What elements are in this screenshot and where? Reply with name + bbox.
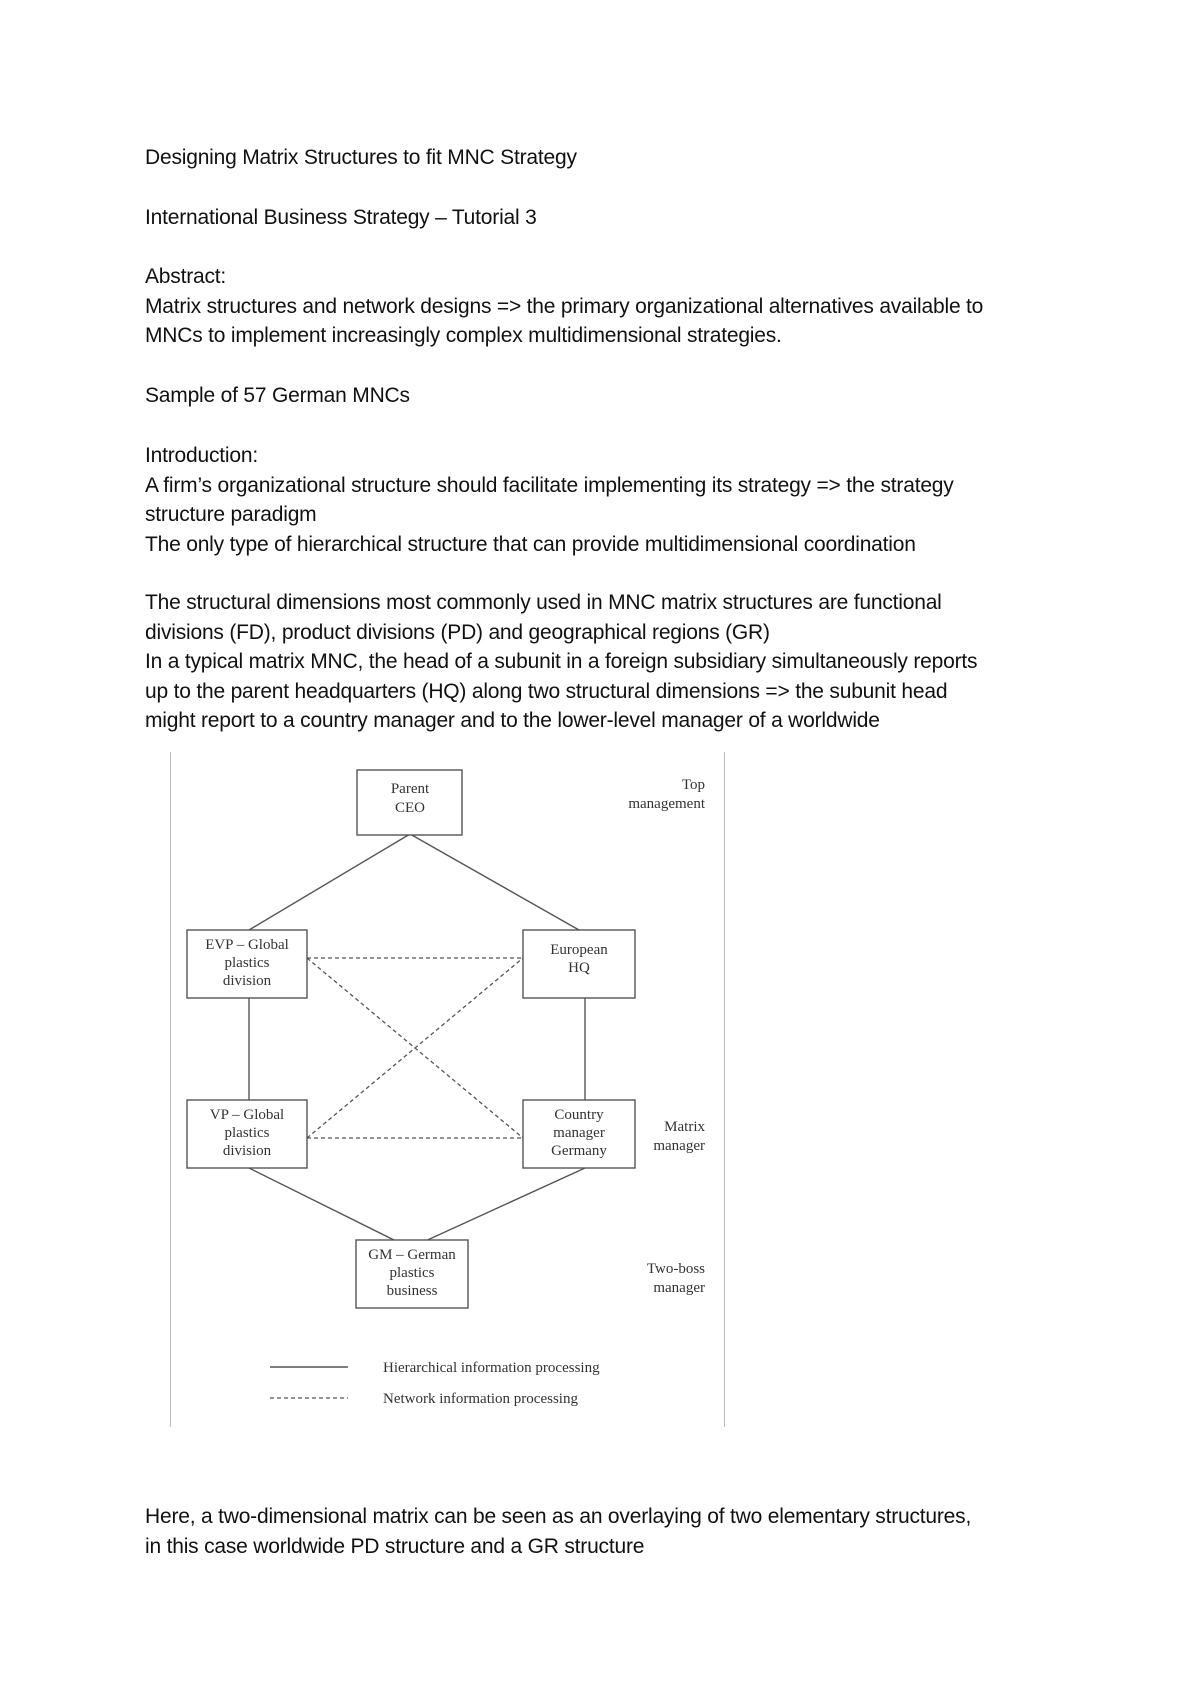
box-label: plastics <box>224 1125 270 1141</box>
sample-text: Sample of 57 German MNCs <box>145 384 410 407</box>
legend-label-network: Network information processing <box>383 1391 578 1407</box>
level-label-two-boss <box>647 1261 705 1296</box>
abstract-line: Matrix structures and network designs => the primary organizational alternatives available to <box>145 294 984 318</box>
introduction-line: The only type of hierarchical structure that can provide multidimensional coordination <box>145 532 916 556</box>
box-label: business <box>386 1283 438 1299</box>
box-label: plastics <box>224 955 270 971</box>
dimensions-line: divisions (FD), product divisions (PD) and geographical regions (GR) <box>145 620 770 644</box>
line-ceo-europeanhq <box>410 834 579 930</box>
legend <box>270 1360 600 1407</box>
line-country-gm <box>410 1168 585 1248</box>
subtitle-text: International Business Strategy – Tutorial 3 <box>145 206 537 229</box>
introduction-heading: Introduction: <box>145 444 258 467</box>
level-label: Matrix <box>664 1119 705 1135</box>
matrix-structure-diagram <box>170 752 725 1427</box>
box-label: Parent <box>390 781 430 797</box>
introduction-line: A firm’s organizational structure should facilitate implementing its strategy => the strategy <box>145 473 954 497</box>
level-label: manager <box>653 1138 705 1154</box>
box-label: plastics <box>389 1265 435 1281</box>
conclusion-line: Here, a two-dimensional matrix can be seen as an overlaying of two elementary structures, <box>145 1505 972 1528</box>
introduction-line: structure paradigm <box>145 503 317 526</box>
abstract-heading: Abstract: <box>145 265 227 288</box>
line-vp-gm <box>249 1168 410 1248</box>
box-label: manager <box>553 1125 605 1141</box>
level-label: management <box>628 796 705 812</box>
title-text: Designing Matrix Structures to fit MNC Strategy <box>145 146 577 169</box>
document-title <box>145 143 1085 173</box>
box-label: European <box>550 942 608 958</box>
document-subtitle <box>145 203 1085 233</box>
box-vp <box>187 1100 307 1168</box>
level-label: Top <box>681 777 705 793</box>
line-ceo-evp <box>249 834 410 930</box>
box-evp <box>187 930 307 998</box>
legend-label-hierarchical: Hierarchical information processing <box>383 1360 600 1376</box>
level-label-top <box>628 777 705 812</box>
box-gm <box>356 1240 468 1308</box>
box-label: HQ <box>568 960 590 976</box>
box-label: Country <box>554 1107 604 1123</box>
box-parent-ceo <box>357 770 462 835</box>
sample-note <box>145 381 1085 411</box>
abstract-section <box>145 262 1085 351</box>
conclusion-section <box>145 1502 1085 1561</box>
box-label: GM – German <box>368 1247 456 1263</box>
dimensions-line: The structural dimensions most commonly used in MNC matrix structures are functional <box>145 591 942 614</box>
box-country-manager <box>523 1100 635 1168</box>
dimensions-line: might report to a country manager and to the lower-level manager of a worldwide <box>145 709 880 732</box>
box-european-hq <box>523 930 635 998</box>
abstract-line: MNCs to implement increasingly complex multidimensional strategies. <box>145 324 782 347</box>
box-label: Germany <box>551 1143 607 1159</box>
dimensions-line: up to the parent headquarters (HQ) along two structural dimensions => the subunit head <box>145 679 948 703</box>
introduction-section <box>145 441 1085 559</box>
box-label: division <box>222 1143 272 1159</box>
conclusion-line: in this case worldwide PD structure and a GR structure <box>145 1534 645 1558</box>
box-label: EVP – Global <box>205 937 289 953</box>
level-label: manager <box>653 1280 705 1296</box>
level-label-matrix <box>653 1119 705 1154</box>
box-label: CEO <box>395 800 425 816</box>
dimensions-section <box>145 588 1085 736</box>
box-label: VP – Global <box>209 1107 285 1123</box>
level-label: Two-boss <box>646 1261 705 1277</box>
box-label: division <box>222 973 272 989</box>
dimensions-line: In a typical matrix MNC, the head of a subunit in a foreign subsidiary simultaneously reports <box>145 650 978 673</box>
